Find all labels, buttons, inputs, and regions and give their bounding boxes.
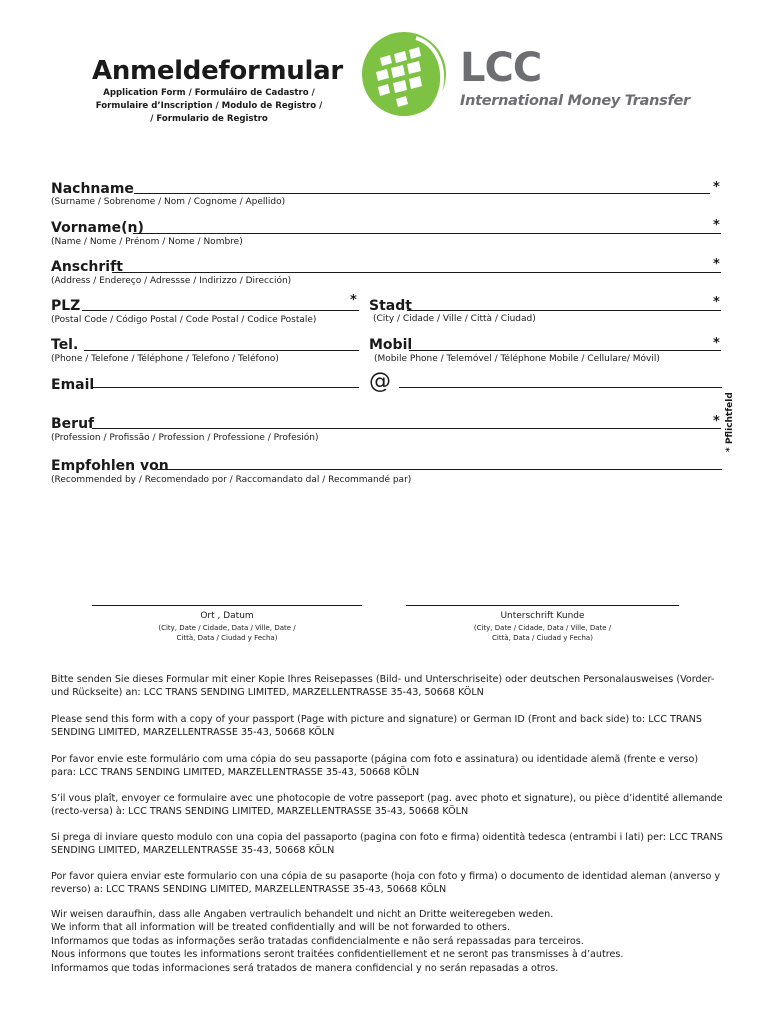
required-marker: * (713, 336, 720, 351)
nachname-label: Nachname (51, 181, 134, 197)
confidentiality-line: Nous informons que toutes les informations seront traitées confidentiellement et ne seront pas transmisses à d’autres. (51, 949, 624, 961)
beruf-hint: (Profession / Profissão / Profession / Professione / Profesión) (51, 433, 319, 443)
required-marker: * (713, 257, 720, 272)
customer-signature-input[interactable] (406, 605, 679, 606)
beruf-label: Beruf (51, 416, 95, 432)
required-marker: * (713, 218, 720, 233)
empfohlen-hint: (Recommended by / Recomendado por / Raccomandato dal / Recommandé par) (51, 475, 412, 485)
confidentiality-notes (51, 908, 723, 975)
lcc-tagline: International Money Transfer (460, 93, 690, 109)
stadt-hint: (City / Cidade / Ville / Città / Ciudad) (373, 314, 536, 324)
tel-label: Tel. (51, 337, 79, 353)
stadt-label: Stadt (369, 298, 412, 314)
plz-label: PLZ (51, 298, 81, 314)
email-label: Email (51, 377, 95, 393)
place-date-sub (92, 623, 362, 643)
mobil-input[interactable] (409, 350, 721, 351)
vorname-label: Vorname(n) (51, 220, 144, 236)
customer-signature-sub-line: (City, Date / Cidade, Data / Ville, Date / (473, 624, 612, 632)
instruction-pt: Por favor envie este formulário com uma cópia do seu passaporte (página com foto e assinatura) ou identidade alemã (frente e verso) para: LCC TRANS SENDING LIMITED, MARZELLENTRASSE 35-43, 50668 KÖLN (51, 754, 699, 779)
vorname-hint: (Name / Nome / Prénom / Nome / Nombre) (51, 237, 243, 247)
beruf-input[interactable] (92, 428, 721, 429)
empfohlen-input[interactable] (157, 469, 722, 470)
email-domain-input[interactable] (399, 387, 722, 388)
form-title: Anmeldeformular (92, 56, 343, 86)
customer-signature-sub (406, 623, 679, 643)
required-marker: * (713, 295, 720, 310)
lcc-globe-logo-icon (358, 28, 454, 120)
nachname-input[interactable] (134, 193, 710, 194)
plz-input[interactable] (82, 310, 359, 311)
place-date-caption: Ort , Datum (200, 611, 254, 621)
anschrift-input[interactable] (112, 272, 721, 273)
tel-input[interactable] (84, 350, 359, 351)
place-date-sub-line: Città, Data / Ciudad y Fecha) (176, 634, 278, 642)
instruction-es: Por favor quiera enviar este formulario con una cópia de su pasaporte (hoja con foto y firma) o documento de identidad aleman (anverso y reverso) a: LCC TRANS SENDING LIMITED, MARZELLENTRASSE 35-43, 50668 KÖLN (51, 871, 721, 896)
instruction-it: Si prega di inviare questo modulo con una copia del passaporto (pagina con foto e firma) oidentità tedesca (entrambi i lati) per: LCC TRANS SENDING LIMITED, MARZELLENTRASSE 35-43, 50668 KÖLN (51, 832, 723, 857)
confidentiality-line: Wir weisen daraufhin, dass alle Angaben vertraulich behandelt und nicht an Dritte weiteregeben weden. (51, 909, 554, 920)
anschrift-hint: (Address / Endereço / Adressse / Indirizzo / Dirección) (51, 276, 292, 286)
subtitle-line: Application Form / Formuláiro de Cadastro / (103, 88, 315, 98)
instruction-de: Bitte senden Sie dieses Formular mit einer Kopie Ihres Reisepasses (Bild- und Unterschriseite) oder deutschen Personalausweises (Vorder- und Rückseite) an: LCC TRANS SENDING LIMITED, MARZELLENTRASSE 35-43, 50668 KÖLN (51, 674, 715, 699)
customer-signature-caption: Unterschrift Kunde (500, 611, 585, 621)
required-marker: * (713, 414, 720, 429)
tel-hint: (Phone / Telefone / Téléphone / Telefono / Teléfono) (51, 354, 279, 364)
mobil-label: Mobil (369, 337, 413, 353)
email-local-input[interactable] (92, 387, 359, 388)
instruction-en: Please send this form with a copy of your passport (Page with picture and signature) or German ID (Front and back side) to: LCC TRANS SENDING LIMITED, MARZELLENTRASSE 35-43, 50668 KÖLN (51, 714, 702, 739)
nachname-hint: (Surname / Sobrenome / Nom / Cognome / Apellido) (51, 197, 286, 207)
place-date-sub-line: (City, Date / Cidade, Data / Ville, Date / (158, 624, 296, 632)
confidentiality-line: We inform that all information will be treated confidentially and will be not forwarded to others. (51, 922, 510, 934)
confidentiality-line: Informamos que todas as informações serão tratadas confidencialmente e não será repassadas para terceiros. (51, 935, 584, 947)
subtitle-line: Formulaire d’Inscription / Modulo de Registro / (95, 101, 323, 111)
at-sign-icon: @ (369, 369, 391, 394)
required-marker: * (713, 180, 720, 195)
customer-signature-sub-line: Città, Data / Ciudad y Fecha) (492, 634, 593, 642)
mobil-hint: (Mobile Phone / Telemóvel / Téléphone Mobile / Cellulare/ Móvil) (374, 354, 660, 364)
pflichtfeld-note: * Pflichtfeld (725, 392, 735, 452)
lcc-brand-text: LCC (460, 45, 542, 91)
empfohlen-label: Empfohlen von (51, 458, 169, 474)
instruction-fr: S’il vous plaît, envoyer ce formulaire avec une photocopie de votre passeport (pag. avec photo et signature), ou pièce d’identité allemande (recto-versa) à: LCC TRANS SENDING LIMITED, MARZELLENTRASSE 35-43, 50668 KÖLN (51, 793, 723, 818)
place-date-input[interactable] (92, 605, 362, 606)
subtitle-line: / Formulario de Registro (150, 114, 268, 124)
form-subtitle (78, 87, 340, 126)
vorname-input[interactable] (133, 233, 721, 234)
anschrift-label: Anschrift (51, 259, 123, 275)
confidentiality-line: Informamos que todas informaciones será tratados de manera confidencial y no serán repasadas a otros. (51, 962, 559, 974)
stadt-input[interactable] (407, 310, 721, 311)
required-marker: * (350, 293, 357, 308)
plz-hint: (Postal Code / Código Postal / Code Postal / Codice Postale) (51, 315, 317, 325)
